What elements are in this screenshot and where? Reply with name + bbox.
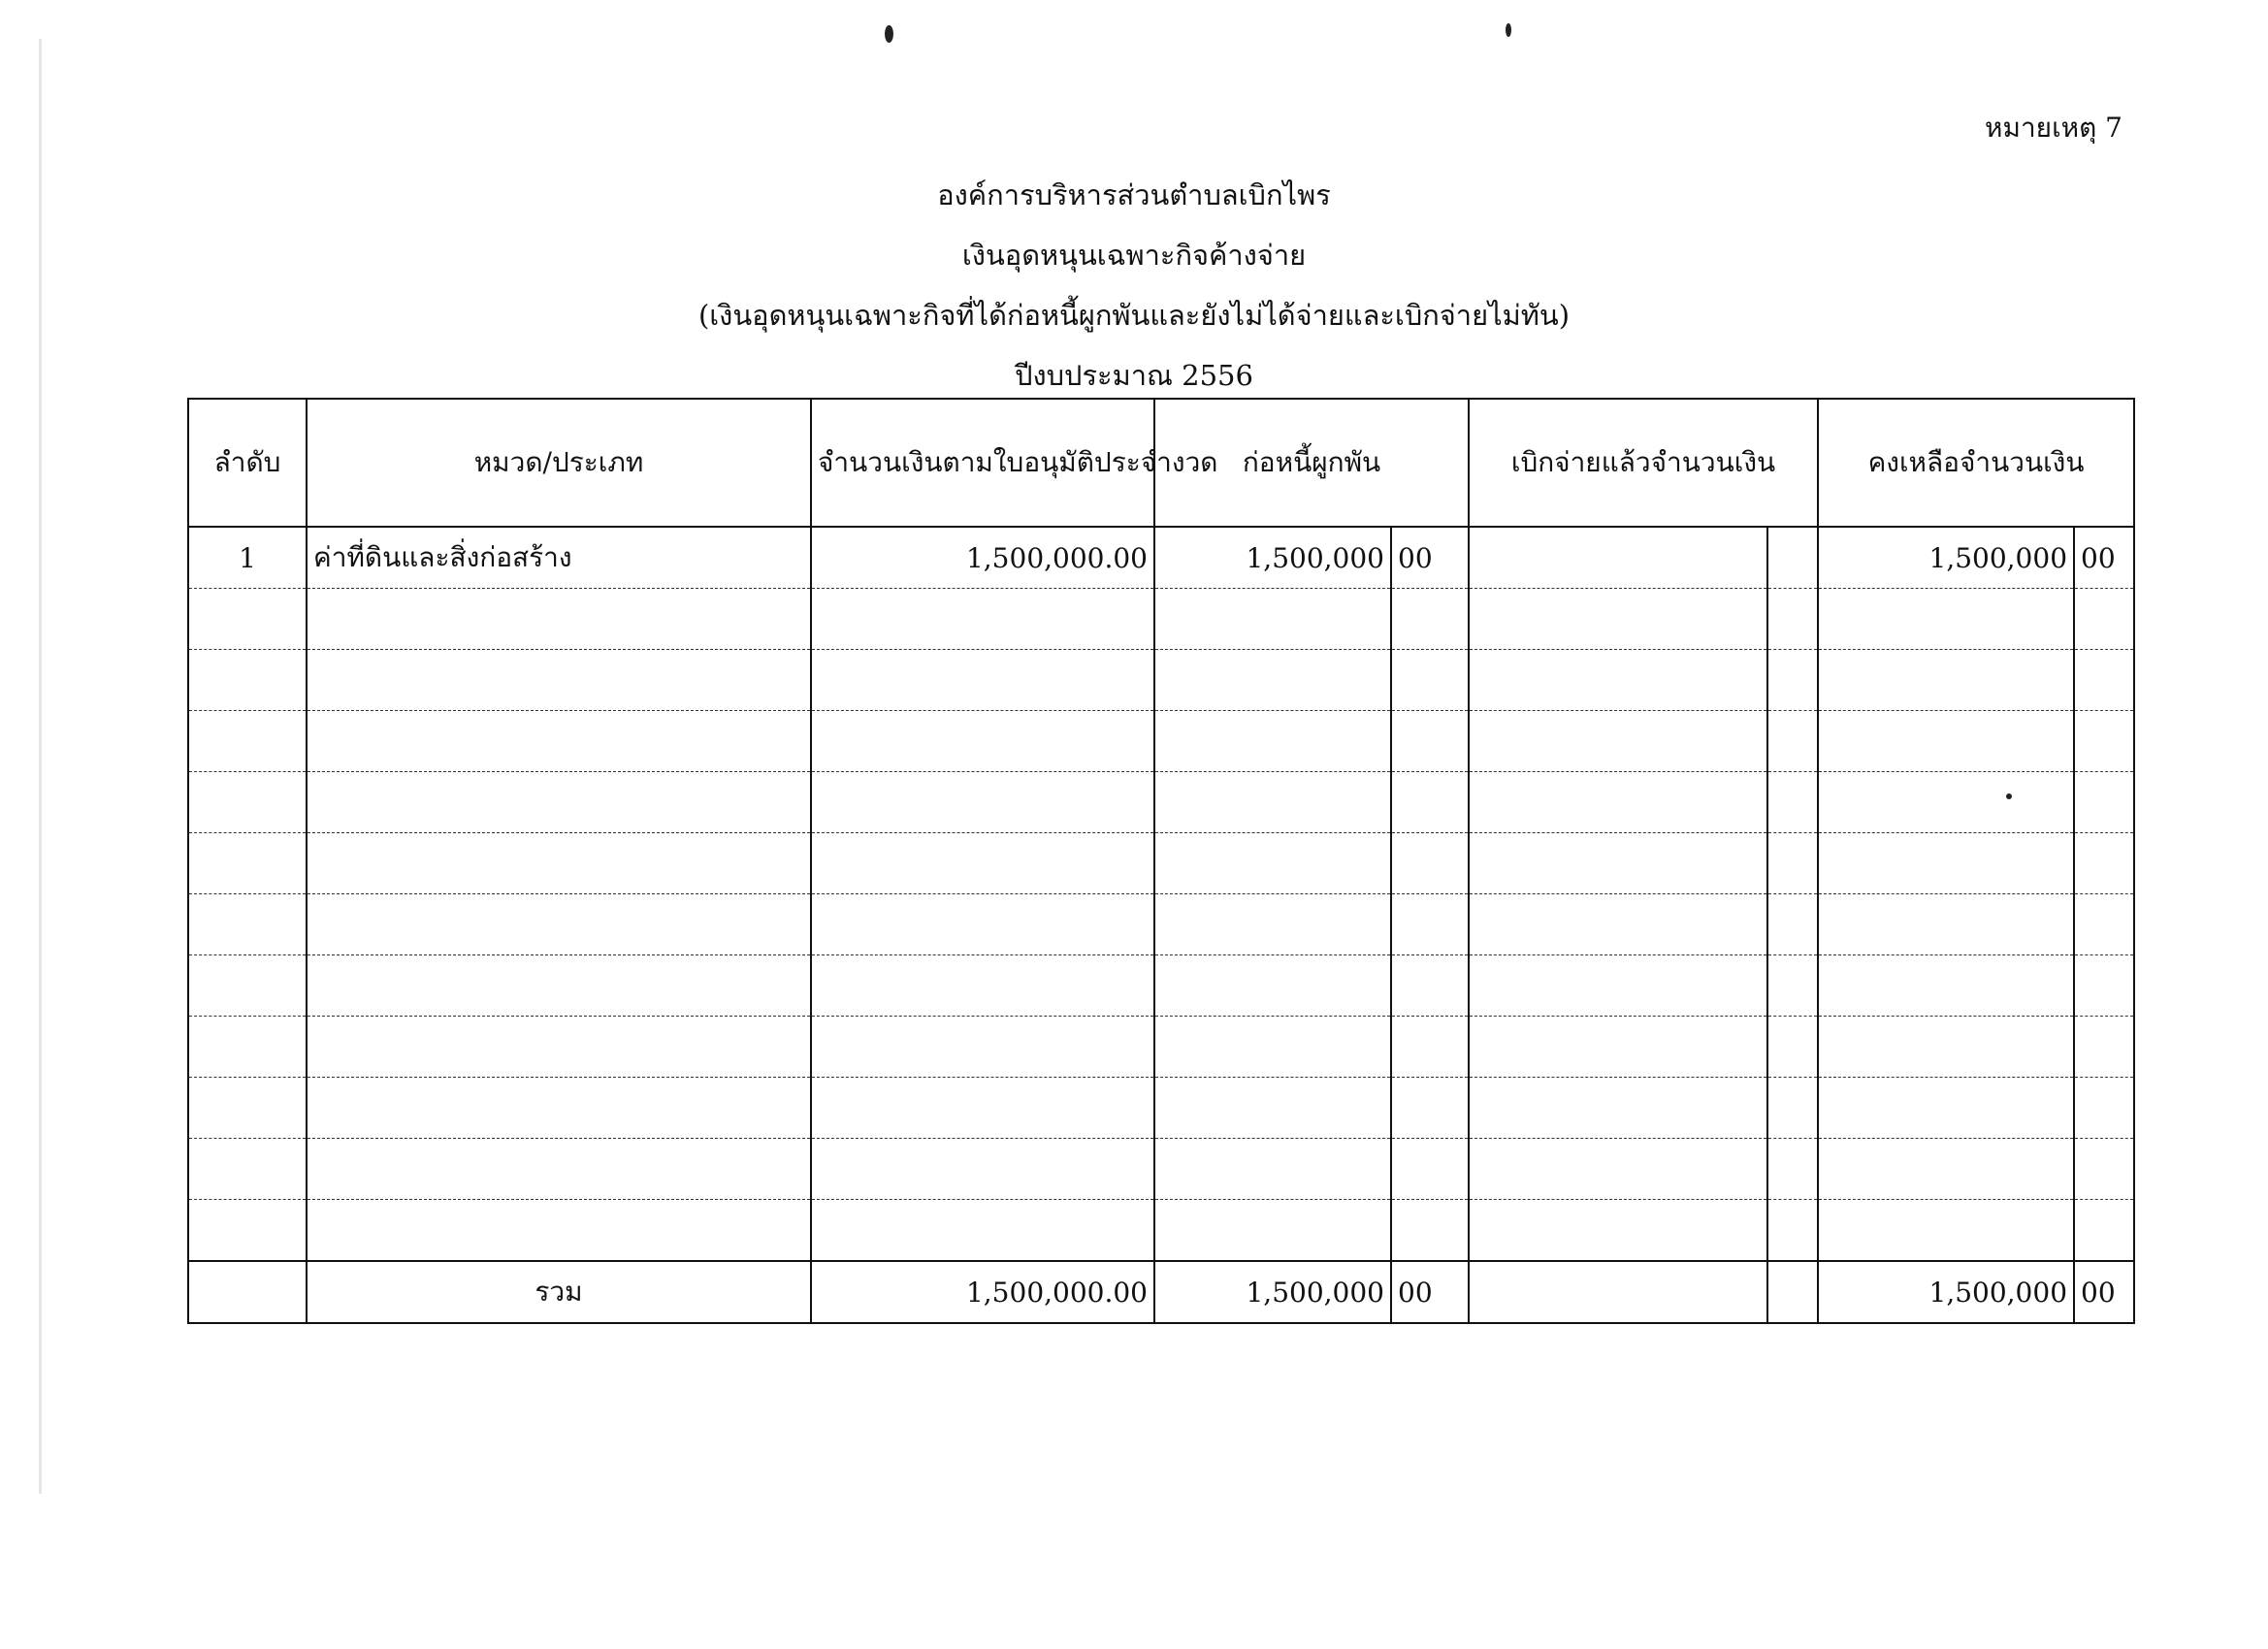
col-header-remaining: คงเหลือจำนวนเงิน	[1818, 399, 2134, 527]
scan-speck	[885, 25, 893, 43]
total-row	[188, 1261, 2134, 1323]
cell-committed-satang: 00	[1391, 527, 1469, 589]
cell-committed-baht: 1,500,000	[1154, 527, 1391, 589]
table-row	[188, 527, 2134, 589]
table-row-empty	[188, 711, 2134, 772]
table-row-empty	[188, 1139, 2134, 1200]
col-header-committed: ก่อหนี้ผูกพัน	[1154, 399, 1469, 527]
table-row-empty	[188, 1200, 2134, 1262]
total-disbursed-satang	[1767, 1261, 1818, 1323]
scan-speck	[1506, 23, 1511, 37]
col-header-order: ลำดับ	[188, 399, 307, 527]
total-committed-baht: 1,500,000	[1154, 1261, 1391, 1323]
col-header-category: หมวด/ประเภท	[307, 399, 811, 527]
table-row-empty	[188, 772, 2134, 833]
total-label: รวม	[307, 1261, 811, 1323]
report-subject: เงินอุดหนุนเฉพาะกิจค้างจ่าย	[961, 239, 1307, 272]
cell-remaining-satang: 00	[2074, 527, 2134, 589]
cell-disbursed-baht	[1469, 527, 1767, 589]
table-row-empty	[188, 955, 2134, 1017]
table-row-empty	[188, 1078, 2134, 1139]
cell-order: 1	[188, 527, 307, 589]
total-remaining-satang: 00	[2074, 1261, 2134, 1323]
table-row-empty	[188, 1017, 2134, 1078]
total-committed-satang: 00	[1391, 1261, 1469, 1323]
note-number: หมายเหตุ 7	[1985, 112, 2122, 144]
table-row-empty	[188, 650, 2134, 711]
total-disbursed-baht	[1469, 1261, 1767, 1323]
col-header-approved: จำนวนเงินตามใบอนุมัติประจำงวด	[811, 399, 1154, 527]
table-row-empty	[188, 589, 2134, 650]
table-row-empty	[188, 833, 2134, 894]
cell-approved: 1,500,000.00	[811, 527, 1154, 589]
table-row-empty	[188, 894, 2134, 955]
total-approved: 1,500,000.00	[811, 1261, 1154, 1323]
col-header-disbursed: เบิกจ่ายแล้วจำนวนเงิน	[1469, 399, 1818, 527]
ledger-table	[187, 398, 2135, 1324]
fiscal-year: ปีงบประมาณ 2556	[1015, 359, 1253, 392]
cell-category: ค่าที่ดินและสิ่งก่อสร้าง	[307, 527, 811, 589]
report-description: (เงินอุดหนุนเฉพาะกิจที่ได้ก่อหนี้ผูกพันและยังไม่ได้จ่ายและเบิกจ่ายไม่ทัน)	[697, 299, 1571, 332]
cell-disbursed-satang	[1767, 527, 1818, 589]
total-remaining-baht: 1,500,000	[1818, 1261, 2074, 1323]
header-row	[188, 399, 2134, 527]
organization-name: องค์การบริหารส่วนตำบลเบิกไพร	[937, 178, 1331, 211]
cell-remaining-baht: 1,500,000	[1818, 527, 2074, 589]
